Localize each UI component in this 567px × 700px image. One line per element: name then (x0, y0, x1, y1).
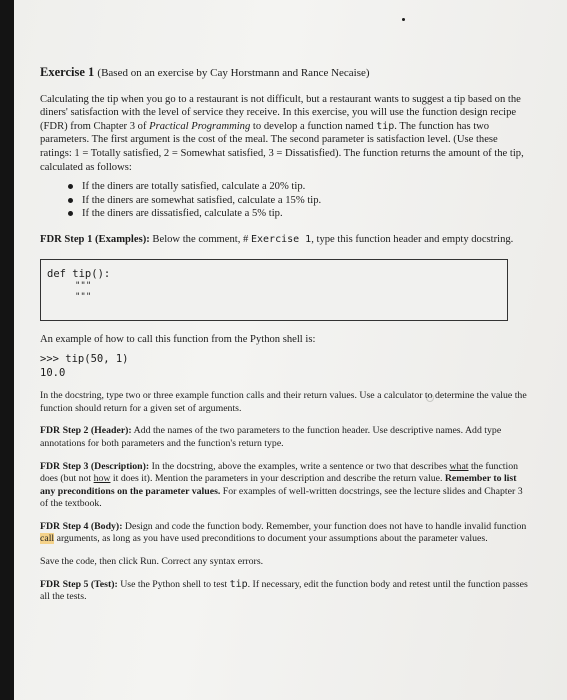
example-intro: An example of how to call this function from the Python shell is: (40, 333, 316, 345)
shell-result: 10.0 (40, 367, 66, 380)
code-line-docstring-open: """ (75, 280, 92, 291)
step2-paragraph: FDR Step 2 (Header): Add the names of the two parameters to the function header. Use descriptive names. Add type annotations for both parameters and the function's return type. (40, 425, 502, 449)
docstring-paragraph: In the docstring, type two or three example function calls and their return values. Use a calculator to determine the value the function should return for a given set of arguments. (40, 390, 527, 414)
shell-call: >>> tip(50, 1) (40, 353, 129, 366)
document-content (40, 66, 528, 604)
list-item: If the diners are somewhat satisfied, calculate a 15% tip. (68, 194, 528, 208)
list-item: If the diners are dissatisfied, calculate a 5% tip. (68, 207, 528, 221)
list-item: If the diners are totally satisfied, calculate a 20% tip. (68, 180, 528, 194)
step5-paragraph: FDR Step 5 (Test): Use the Python shell to test tip. If necessary, edit the function body and retest until the function passes all the tests. (40, 578, 528, 603)
tip-rules-list (40, 180, 528, 221)
page-mark (402, 18, 405, 21)
step3-paragraph: FDR Step 3 (Description): In the docstring, above the examples, write a sentence or two that describes what the function does (but not how it does it). Mention the parameters in your description and describe the return value. Remember to list any preconditions on the parameter values. For examples of well-written docstrings, see the lecture slides and Chapter 3 of the textbook. (40, 460, 523, 510)
document-page (14, 0, 567, 700)
shell-example (40, 352, 528, 380)
code-line-def: def tip(): (47, 267, 111, 280)
step4-paragraph: FDR Step 4 (Body): Design and code the function body. Remember, your function does not have to handle invalid function call arguments, as long as you have used preconditions to document your assumptions about the parameter values. (40, 520, 527, 545)
step1-paragraph: FDR Step 1 (Examples): Below the comment, # Exercise 1, type this function header and empty docstring. (40, 233, 514, 245)
code-box (40, 259, 508, 321)
intro-paragraph: Calculating the tip when you go to a restaurant is not difficult, but a restaurant wants to suggest a tip based on the diners' satisfaction with the level of service they receive. In this exercise, you will use the function design recipe (FDR) from Chapter 3 of Practical Programming to develop a function named tip. The function has two parameters. The first argument is the cost of the meal. The second parameter is satisfaction level. (Use these ratings: 1 = Totally satisfied, 2 = Somewhat satisfied, 3 = Dissatisfied). The function returns the amount of the tip, calculated as follows: (40, 93, 524, 173)
code-line-docstring-close: """ (75, 291, 92, 302)
save-instruction: Save the code, then click Run. Correct any syntax errors. (40, 556, 264, 568)
exercise-title: Exercise 1 (Based on an exercise by Cay Horstmann and Rance Necaise) (40, 65, 370, 79)
